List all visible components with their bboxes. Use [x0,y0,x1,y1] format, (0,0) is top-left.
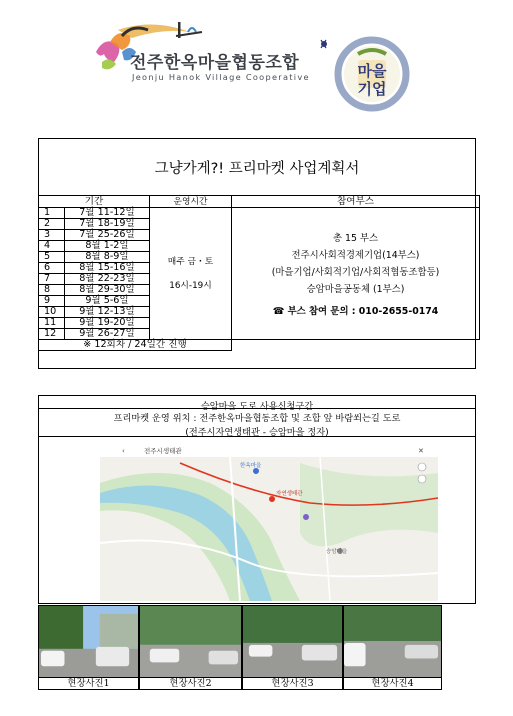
location-line-1: 프리마켓 운영 위치 : 전주한옥마을협동조합 및 조합 앞 바람쐬는길 도로 [113,413,401,424]
header-participating-booths: 참여부스 [232,196,480,208]
row-date: 8월 8-9일 [65,252,150,263]
site-photo-1 [38,605,139,678]
header-period: 기간 [39,196,150,208]
row-date: 8월 22-23일 [65,274,150,285]
row-number: 9 [39,296,65,307]
map-search-text: 전주시생태관 [144,447,182,455]
operating-time-cell [150,208,232,340]
operating-days: 매주 금・토 [167,256,214,267]
row-date: 7월 25-26일 [65,230,150,241]
booth-info-cell [232,208,480,340]
row-number: 10 [39,307,65,318]
header-operating-time: 운영시간 [150,196,232,208]
site-photo-4 [343,605,442,678]
location-divider [38,408,476,409]
row-number: 7 [39,274,65,285]
row-number: 8 [39,285,65,296]
table-row [39,208,480,219]
logo-name-korean: 전주한옥마을협동조합 [130,53,300,73]
row-date: 7월 11-12일 [65,208,150,219]
village-enterprise-badge [320,34,410,112]
row-number: 5 [39,252,65,263]
svg-text:✕: ✕ [418,447,424,455]
booth-line-2: (마을기업/사회적기업/사회적협동조합등) [271,267,440,278]
plan-title: 그냥가게?! 프리마켓 사업계획서 [154,161,360,177]
contact-phone: ☎ 부스 참여 문의 : 010-2655-0174 [272,306,439,317]
row-number: 4 [39,241,65,252]
location-map [100,443,438,601]
map-label: 한옥마을 [240,463,262,469]
location-heading: 승암마을 도로 사용신청구간 [200,401,314,412]
site-photo-3 [242,605,343,678]
photo-caption-2: 현장사진2 [139,678,242,690]
location-divider [38,436,476,437]
photo-caption-3: 현장사진3 [242,678,343,690]
row-date: 8월 29-30일 [65,285,150,296]
row-date: 9월 5-6일 [65,296,150,307]
row-date: 9월 26-27일 [65,329,150,340]
svg-text:기업: 기업 [357,80,387,98]
map-label: 자연생태관 [276,491,303,497]
map-label: 승암마을 [326,549,348,555]
row-number: 12 [39,329,65,340]
row-number: 2 [39,219,65,230]
schedule-table [38,195,480,351]
logo-name-english: Jeonju Hanok Village Cooperative [132,72,310,82]
table-header-row [39,196,480,208]
blank-cell [232,340,480,351]
site-photo-2 [139,605,242,678]
row-number: 11 [39,318,65,329]
schedule-footer-note: ※ 12회차 / 24일간 진행 [39,340,232,351]
row-date: 7월 18-19일 [65,219,150,230]
svg-text:‹: ‹ [122,447,125,455]
booth-line-3: 승암마을공동체 (1부스) [306,284,405,295]
table-footer-row [39,340,480,351]
row-date: 9월 12-13일 [65,307,150,318]
row-date: 8월 15-16일 [65,263,150,274]
location-line-2: (전주시자연생태관 - 승암마을 정자) [185,427,329,438]
photo-caption-4: 현장사진4 [343,678,442,690]
booth-total: 총 15 부스 [332,233,379,244]
row-number: 3 [39,230,65,241]
photo-caption-1: 현장사진1 [38,678,139,690]
row-number: 6 [39,263,65,274]
booth-line-1: 전주시사회적경제기업(14부스) [291,250,420,261]
row-date: 9월 19-20일 [65,318,150,329]
row-number: 1 [39,208,65,219]
row-date: 8월 1-2일 [65,241,150,252]
svg-text:마을: 마을 [357,62,387,80]
operating-hours: 16시-19시 [169,280,212,291]
